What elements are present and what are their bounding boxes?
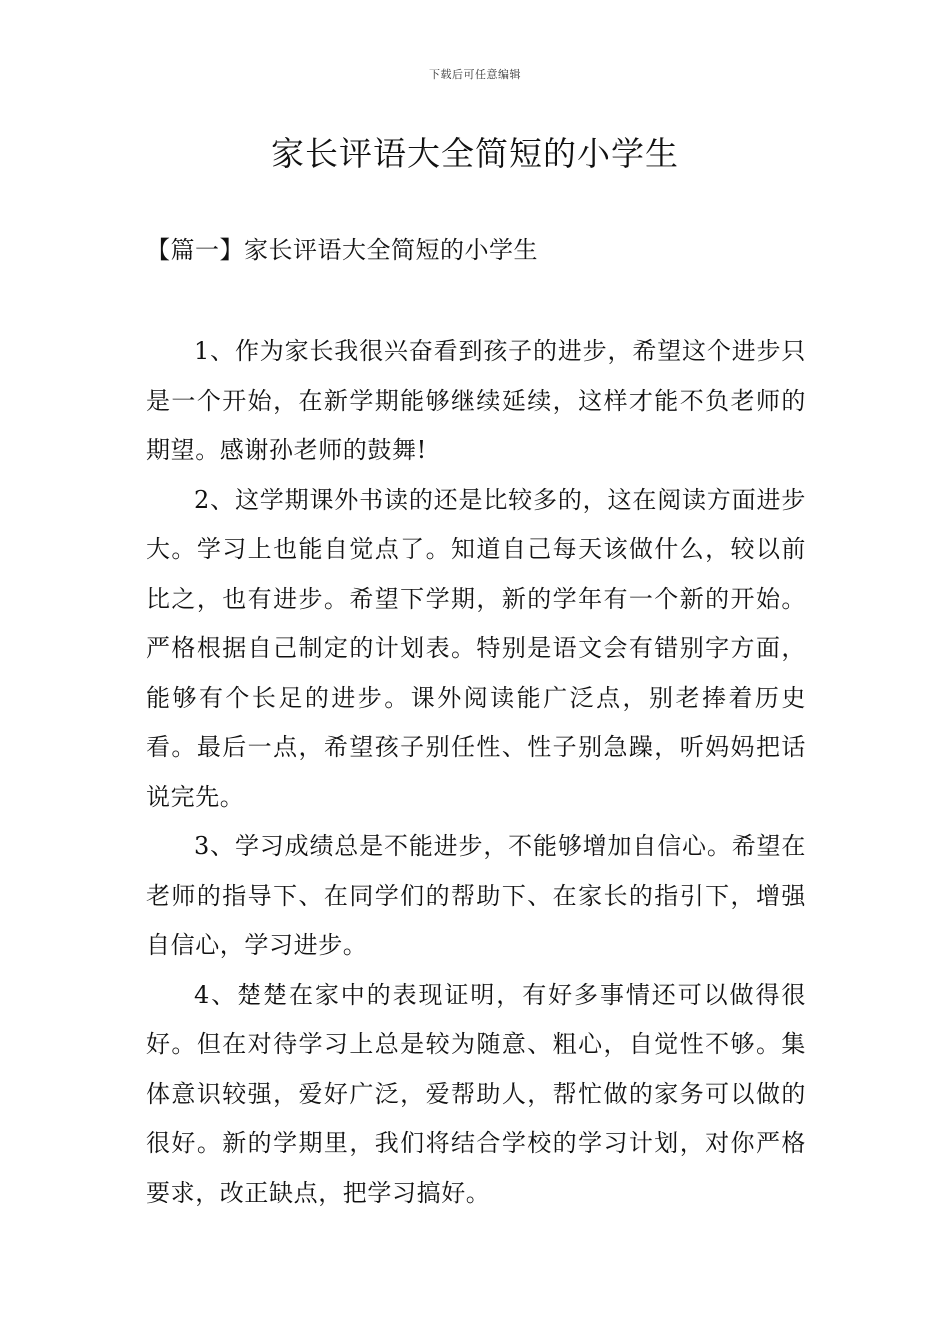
- page-header-note: 下载后可任意编辑: [429, 68, 521, 81]
- document-body: [146, 327, 806, 1218]
- paragraph-3: 3、学习成绩总是不能进步，不能够增加自信心。希望在老师的指导下、在同学们的帮助下、在家长的指引下，增强自信心，学习进步。: [146, 832, 806, 959]
- paragraph-2: 2、这学期课外书读的还是比较多的，这在阅读方面进步大。学习上也能自觉点了。知道自己每天该做什么，较以前比之，也有进步。希望下学期，新的学年有一个新的开始。严格根据自己制定的计划表。特别是语文会有错别字方面，能够有个长足的进步。课外阅读能广泛点，别老捧着历史看。最后一点，希望孩子别任性、性子别急躁，听妈妈把话说完先。: [146, 485, 806, 811]
- paragraph-1: 1、作为家长我很兴奋看到孩子的进步，希望这个进步只是一个开始，在新学期能够继续延续，这样才能不负老师的期望。感谢孙老师的鼓舞!: [146, 337, 806, 464]
- document-title: 家长评语大全简短的小学生: [271, 134, 679, 173]
- section-heading: 【篇一】家长评语大全简短的小学生: [146, 236, 538, 264]
- paragraph-4: 4、楚楚在家中的表现证明，有好多事情还可以做得很好。但在对待学习上总是较为随意、粗心，自觉性不够。集体意识较强，爱好广泛，爱帮助人，帮忙做的家务可以做的很好。新的学期里，我们将结合学校的学习计划，对你严格要求，改正缺点，把学习搞好。: [146, 980, 806, 1207]
